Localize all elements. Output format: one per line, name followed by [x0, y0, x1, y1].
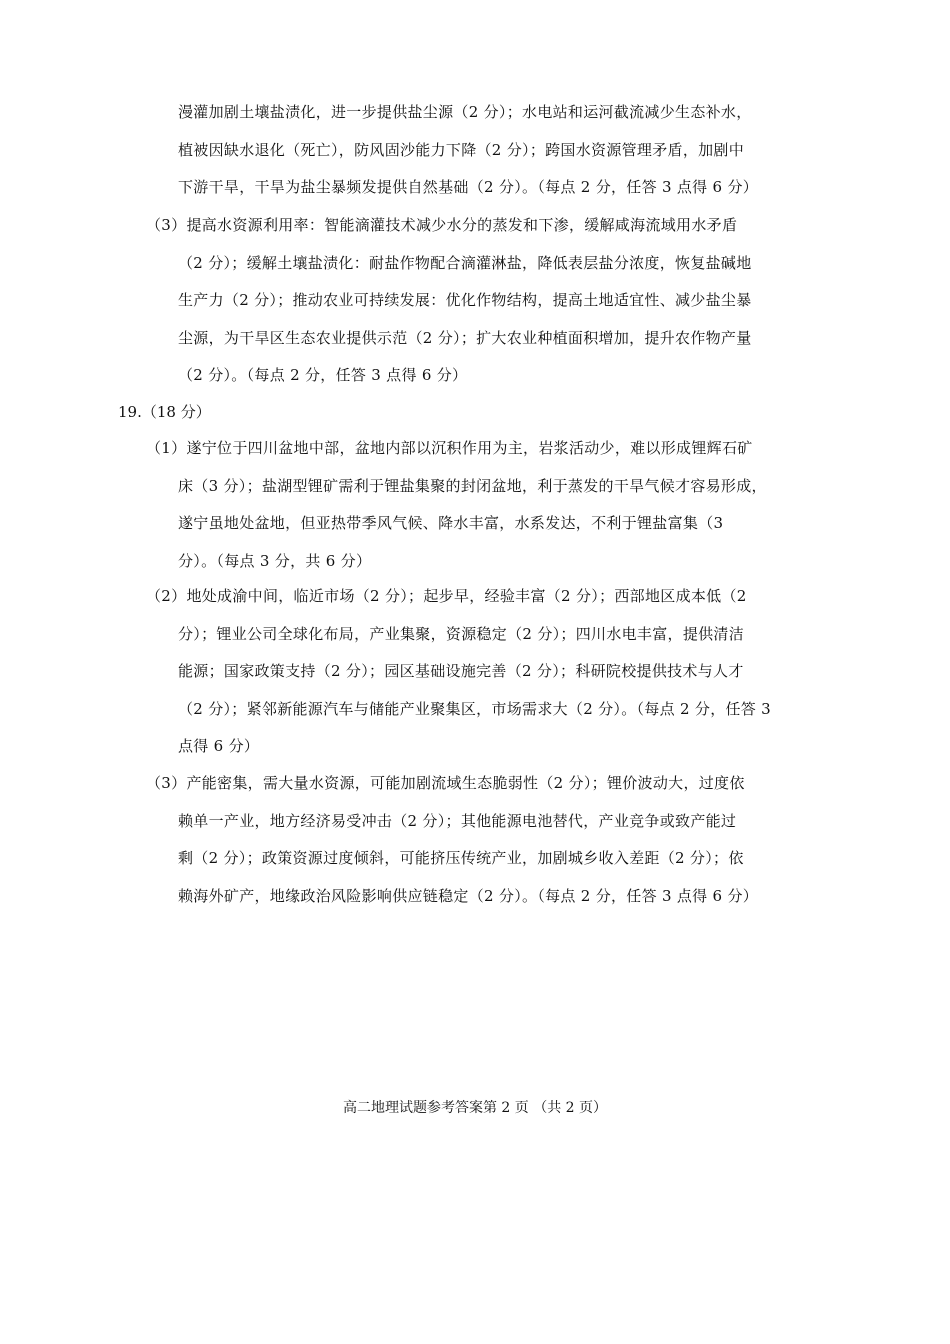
text-line: （3）提高水资源利用率：智能滴灌技术减少水分的蒸发和下渗，缓解咸海流域用水矛盾 [146, 216, 738, 234]
text-line: 能源；国家政策支持（2 分）；园区基础设施完善（2 分）；科研院校提供技术与人才 [178, 662, 744, 681]
page-footer: 高二地理试题参考答案第 2 页 （共 2 页） [342, 1100, 608, 1116]
text-line: 漫灌加剧土壤盐渍化，进一步提供盐尘源（2 分）；水电站和运河截流减少生态补水， [178, 103, 752, 121]
text-line: 赖单一产业，地方经济易受冲击（2 分）；其他能源电池替代，产业竞争或致产能过 [178, 811, 737, 830]
q19-part1 [146, 430, 767, 580]
text-line: （2 分）。（每点 2 分，任答 3 点得 6 分） [178, 366, 468, 385]
text-line: （2）地处成渝中间，临近市场（2 分）；起步早，经验丰富（2 分）；西部地区成本低（2 [146, 587, 747, 605]
q18-part2-continuation [178, 94, 758, 207]
q19-part2 [146, 578, 771, 766]
text-line: 分）。（每点 3 分，共 6 分） [178, 551, 372, 570]
text-line: 床（3 分）；盐湖型锂矿需利于锂盐集聚的封闭盆地，利于蒸发的干旱气候才容易形成， [178, 476, 767, 495]
text-line: （1）遂宁位于四川盆地中部，盆地内部以沉积作用为主，岩浆活动少，难以形成锂辉石矿 [146, 439, 753, 457]
text-line: 尘源，为干旱区生态农业提供示范（2 分）；扩大农业种植面积增加，提升农作物产量 [178, 328, 752, 347]
text-line: 遂宁虽地处盆地，但亚热带季风气候、降水丰富，水系发达，不利于锂盐富集（3 [178, 514, 724, 533]
text-line: （2 分）；紧邻新能源汽车与储能产业聚集区，市场需求大（2 分）。（每点 2 分，任答 3 [178, 699, 772, 718]
text-line: 点得 6 分） [178, 737, 260, 756]
text-line: （2 分）；缓解土壤盐渍化：耐盐作物配合滴灌淋盐，降低表层盐分浓度，恢复盐碱地 [178, 253, 752, 272]
q18-part3 [146, 207, 752, 395]
question-19-heading: 19.（18 分） [118, 403, 211, 421]
text-line: 分）；锂业公司全球化布局，产业集聚，资源稳定（2 分）；四川水电丰富，提供清洁 [178, 624, 745, 643]
q19-part3 [146, 765, 758, 915]
text-line: 下游干旱，干旱为盐尘暴频发提供自然基础（2 分）。（每点 2 分，任答 3 点得 6 分） [178, 178, 759, 197]
text-line: 植被因缺水退化（死亡），防风固沙能力下降（2 分）；跨国水资源管理矛盾，加剧中 [178, 140, 745, 159]
text-line: （3）产能密集，需大量水资源，可能加剧流域生态脆弱性（2 分）；锂价波动大，过度依 [146, 774, 745, 792]
text-line: 赖海外矿产，地缘政治风险影响供应链稳定（2 分）。（每点 2 分，任答 3 点得 6 分） [178, 886, 759, 905]
text-line: 生产力（2 分）；推动农业可持续发展：优化作物结构，提高土地适宜性、减少盐尘暴 [178, 291, 752, 310]
text-line: 剩（2 分）；政策资源过度倾斜，可能挤压传统产业，加剧城乡收入差距（2 分）；依 [178, 849, 744, 868]
